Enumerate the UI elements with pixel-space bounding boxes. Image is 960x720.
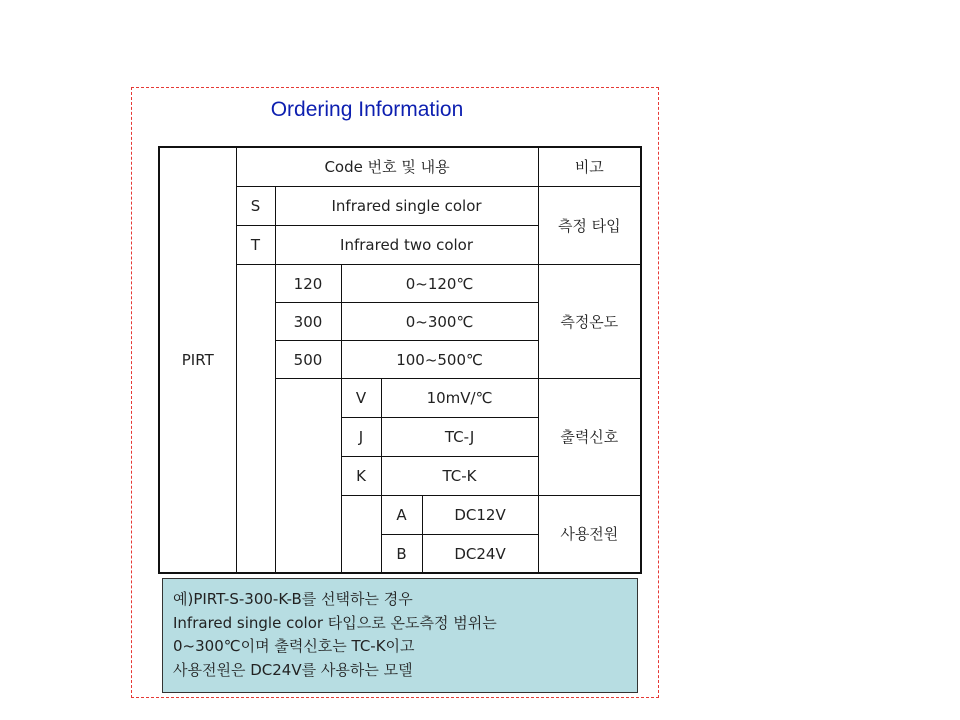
- header-code: Code 번호 및 내용: [236, 147, 538, 187]
- output-note: 출력신호: [538, 379, 641, 496]
- type-desc: Infrared two color: [275, 226, 538, 265]
- power-note: 사용전원: [538, 496, 641, 574]
- page-title: Ordering Information: [270, 98, 464, 121]
- power-desc: DC24V: [422, 535, 538, 574]
- model-cell: PIRT: [159, 147, 236, 573]
- spacer-cell: [275, 379, 341, 574]
- spacer-cell: [341, 496, 381, 574]
- range-desc: 0~300℃: [341, 303, 538, 341]
- power-code: A: [381, 496, 422, 535]
- example-line: 예)PIRT-S-300-K-B를 선택하는 경우: [173, 590, 413, 608]
- range-note: 측정온도: [538, 265, 641, 379]
- range-code: 500: [275, 341, 341, 379]
- output-code: K: [341, 457, 381, 496]
- output-code: J: [341, 418, 381, 457]
- power-desc: DC12V: [422, 496, 538, 535]
- range-code: 300: [275, 303, 341, 341]
- type-code: T: [236, 226, 275, 265]
- example-box: [162, 578, 638, 693]
- example-line: Infrared single color 타입으로 온도측정 범위는: [173, 613, 497, 632]
- example-line: 0~300℃이며 출력신호는 TC-K이고: [173, 637, 415, 655]
- output-desc: TC-J: [381, 418, 538, 457]
- spacer-cell: [236, 265, 275, 574]
- table-header-row: [159, 147, 641, 187]
- output-desc: 10mV/℃: [381, 379, 538, 418]
- example-line: 사용전원은 DC24V를 사용하는 모델: [173, 660, 413, 679]
- range-desc: 100~500℃: [341, 341, 538, 379]
- type-desc: Infrared single color: [275, 187, 538, 226]
- type-code: S: [236, 187, 275, 226]
- header-note: 비고: [538, 147, 641, 187]
- ordering-table: [158, 146, 642, 574]
- power-code: B: [381, 535, 422, 574]
- range-code: 120: [275, 265, 341, 303]
- type-note: 측정 타입: [538, 187, 641, 265]
- output-desc: TC-K: [381, 457, 538, 496]
- range-desc: 0~120℃: [341, 265, 538, 303]
- output-code: V: [341, 379, 381, 418]
